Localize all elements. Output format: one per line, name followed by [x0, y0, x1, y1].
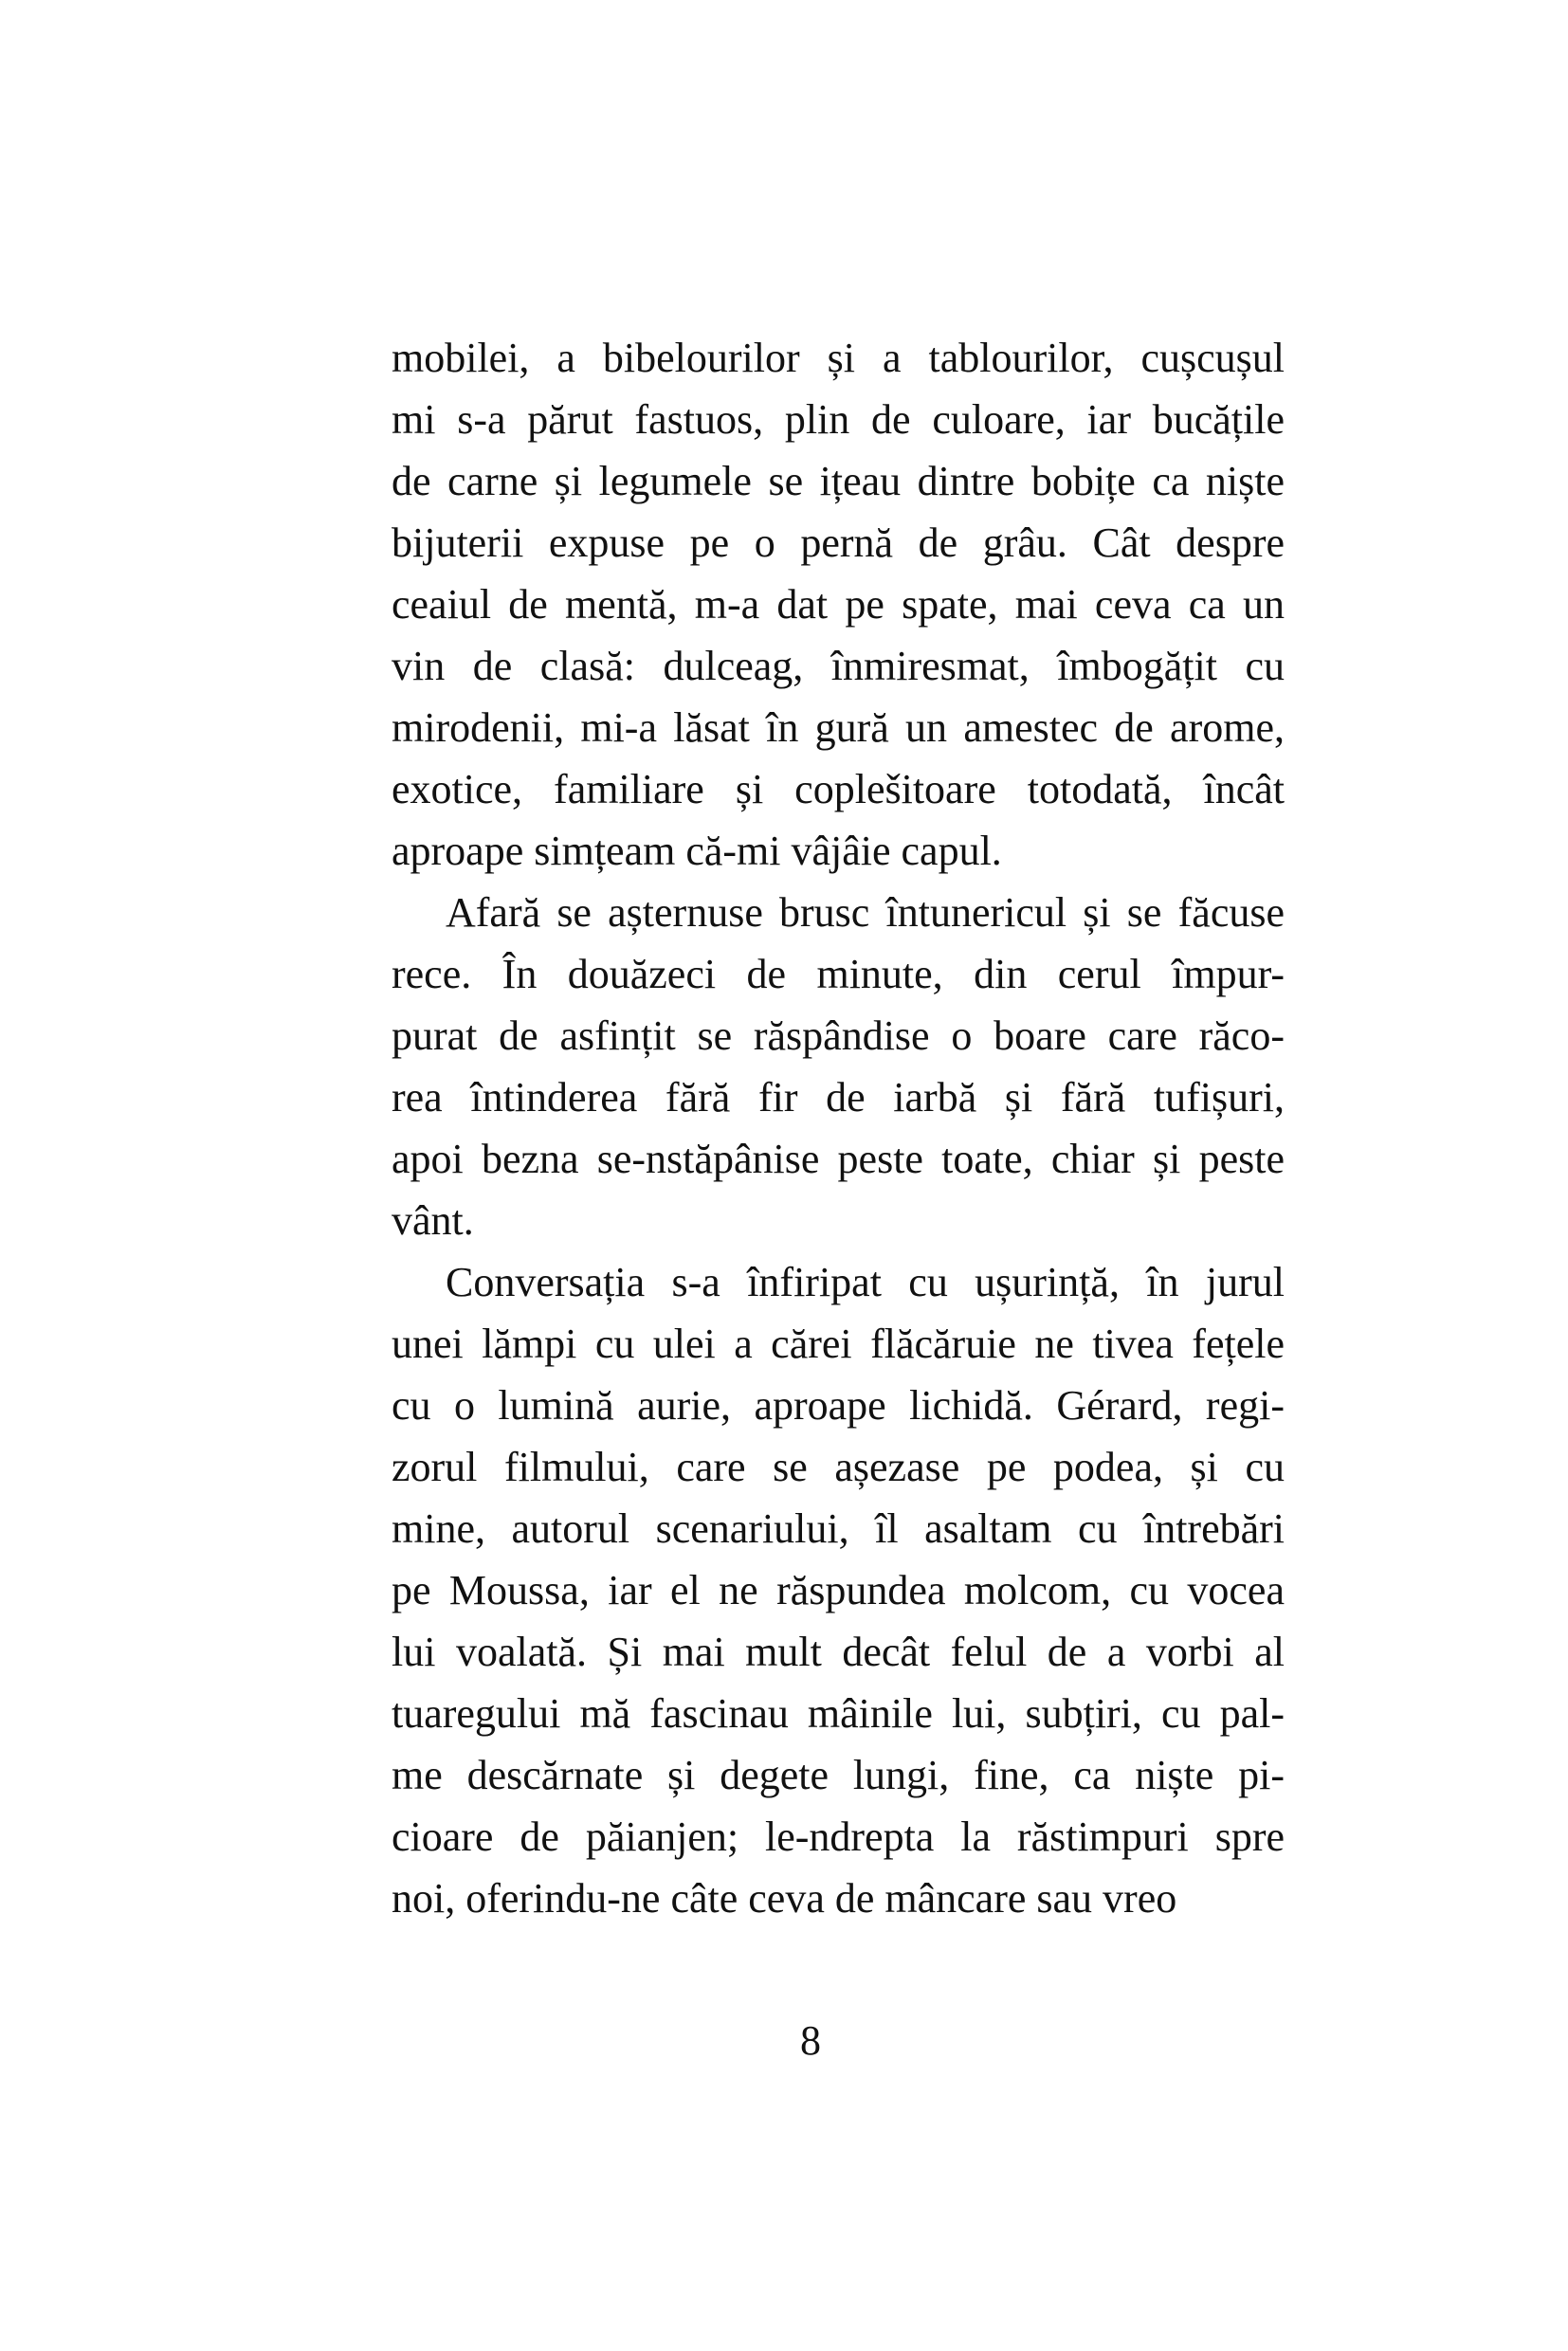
- text-line: aproape simțeam că-mi vâjâie capul.: [392, 828, 1002, 874]
- text-line: tuaregului mă fascinau mâinile lui, subțiri, cu pal-: [392, 1690, 1285, 1737]
- text-line: Afară se așternuse brusc întunericul și se făcuse: [446, 889, 1285, 936]
- text-line: rece. În douăzeci de minute, din cerul împur-: [392, 951, 1285, 997]
- text-line: rea întinderea fără fir de iarbă și fără tufișuri,: [392, 1074, 1285, 1121]
- text-line: apoi bezna se-nstăpânise peste toate, chiar și peste: [392, 1136, 1285, 1182]
- paragraph: [392, 327, 1285, 882]
- text-line: cu o lumină aurie, aproape lichidă. Gérard, regi-: [392, 1382, 1285, 1429]
- text-line: Conversația s-a înfiripat cu ușurință, în jurul: [446, 1259, 1285, 1305]
- text-line: mi s-a părut fastuos, plin de culoare, iar bucățile: [392, 396, 1285, 443]
- text-line: vin de clasă: dulceag, înmiresmat, îmbogățit cu: [392, 643, 1285, 689]
- text-line: de carne și legumele se ițeau dintre bobițe ca niște: [392, 458, 1285, 504]
- paragraph: [392, 882, 1285, 1251]
- text-line: unei lămpi cu ulei a cărei flăcăruie ne tivea fețele: [392, 1321, 1285, 1367]
- text-line: zorul filmului, care se așezase pe podea, și cu: [392, 1444, 1285, 1490]
- text-line: vânt.: [392, 1197, 474, 1244]
- text-line: cioare de păianjen; le-ndrepta la răstimpuri spre: [392, 1813, 1285, 1860]
- text-line: mobilei, a bibelourilor și a tablourilor, cușcușul: [392, 335, 1285, 381]
- body-text: [392, 327, 1285, 1929]
- text-line: pe Moussa, iar el ne răspundea molcom, cu vocea: [392, 1567, 1285, 1613]
- text-line: bijuterii expuse pe o pernă de grâu. Cât despre: [392, 519, 1285, 566]
- text-line: lui voalată. Și mai mult decât felul de a vorbi al: [392, 1629, 1285, 1675]
- text-line: ceaiul de mentă, m-a dat pe spate, mai ceva ca un: [392, 581, 1285, 628]
- paragraph: [392, 1251, 1285, 1929]
- text-line: mine, autorul scenariului, îl asaltam cu întrebări: [392, 1505, 1285, 1552]
- text-line: exotice, familiare și coplešitoare totodată, încât: [392, 766, 1285, 812]
- page-number: 8: [800, 2017, 821, 2064]
- text-line: mirodenii, mi-a lăsat în gură un amestec de arome,: [392, 704, 1285, 751]
- text-line: me descărnate și degete lungi, fine, ca niște pi-: [392, 1752, 1285, 1798]
- text-line: noi, oferindu-ne câte ceva de mâncare sau vreo: [392, 1875, 1177, 1922]
- text-line: purat de asfințit se răspândise o boare care răco-: [392, 1012, 1285, 1059]
